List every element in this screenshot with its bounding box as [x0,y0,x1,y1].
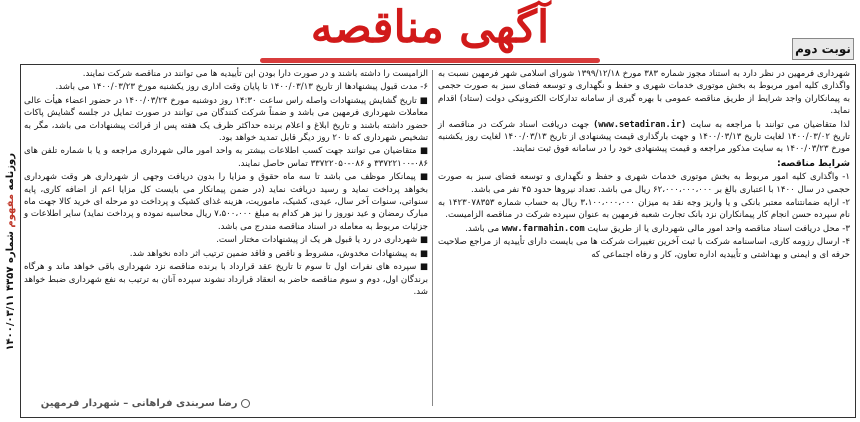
left-column [24,68,428,299]
site-paragraph [438,119,850,156]
conditions-title: شرایط مناقصه: [776,157,850,169]
condition-item-4: ۴- ارسال رزومه کاری، اساسنامه شرکت با ثبت آخرین تغییرات شرکت ها می بایست دارای تأییدیه از مراجع صلاحیت حرفه ای و ایمنی و بهداشتی و تأییدیه اداره تعاون، کار و رفاه اجتماعی که [438,237,850,260]
item3-post: می باشد. [465,223,500,234]
setad-link[interactable]: (www.setadiran.ir) [593,119,687,130]
left-paragraph-5: ■ پیمانکار موظف می باشد تا سه ماه حقوق و مزایا را بدون دریافت وجهی از شهرداری هر وقت شهرداری بخواهد پرداخت نماید و رسید دریافت نماید (در ضمن پیمانکار می بایست کل مزایا اعم از اضافه کاری، پایه سنواتی، سنوات آخر سال، عیدی، کشیک، ماموریت، هزینه غذای کشیک و پرداخت دو مرحله ای خرید کالا جهت ماه مبارک رمضان و عید نوروز را نیز هر کدام به مبلغ ۷،۵۰۰،۰۰۰ ریال محاسبه نموده و پرداخت نماید) سایر اطلاعات و جزئیات مربوط به معامله در اسناد مناقصه مندرج می باشد. [24,172,428,232]
newspaper-side-strip [2,92,18,412]
condition-item-3 [438,223,850,235]
signature-text: رضا سربندی فراهانی – شهردار فرمهین [40,398,238,409]
left-paragraph-7: ■ به پیشنهادات مخدوش، مشروط و ناقص و فاقد ضمین ترتیب اثر داده نخواهد شد. [129,248,428,259]
condition-item-2: ۲- ارایه ضمانتنامه معتبر بانکی و یا واریز وجه نقد به میزان ۳،۱۰۰،۰۰۰،۰۰۰ ریال به حساب شماره ۱۴۲۳۰۷۸۳۵۳ به نام سپرده حسن انجام کار پیمانکاران نزد بانک تجارت شعبه فرمهین به عنوان سپرده شرکت در مناقصه الزامیست. [438,198,850,221]
condition-item-1: ۱- واگذاری کلیه امور مربوط به بخش موتوری خدمات شهری و حفظ و نگهداری و توسعه فضای سبز به صورت حجمی در سال ۱۴۰۰ با اعتباری بالغ بر ۶۲،۰۰۰،۰۰۰،۰۰۰ ریال می باشد. تعداد نیروها حدود ۴۵ نفر می باشد. [438,172,850,195]
farmahin-link[interactable]: www.farmahin.com [501,223,585,234]
newspaper-name: روزنامه [4,153,16,191]
left-paragraph-2: ۶- مدت قبول پیشنهادها از تاریخ ۱۴۰۰/۰۳/۱۳ تا پایان وقت اداری روز یکشنبه مورخ ۱۴۰۰/۰۳/۲۳ می باشد. [55,82,428,93]
left-paragraph-4: ■ متقاضیان می توانند جهت کسب اطلاعات بیشتر به واحد امور مالی شهرداری مراجعه و یا با شماره تلفن های ۰۸۶-۳۳۷۲۲۱۰۰ و ۰۸۶-۳۳۷۲۲۰۵۰ تماس حاصل نمایند. [24,146,428,169]
intro-paragraph [438,68,850,118]
title-underline [260,58,600,63]
left-paragraph-3: ■ تاریخ گشایش پیشنهادات واصله راس ساعت ۱۴:۳۰ روز دوشنبه مورخ ۱۴۰۰/۰۳/۲۴ در حضور اعضاء هیأت عالی معاملات شهرداری فرمهین می باشد و ضمناً شرکت کنندگان می توانند در صورت تمایل در جلسه گشایش پاکات حضور داشته باشند و تاریخ ابلاغ و اعلام برنده حداکثر ظرف یک هفته پس از قرائت پیشنهادات می باشد، مگر به تشخیص شهرداری که تا ۲۰ روز دیگر قابل تمدید خواهد بود. [24,95,428,144]
intro-text: شهرداری فرمهین در نظر دارد به استناد مجوز شماره ۳۸۳ مورخ ۱۳۹۹/۱۲/۱۸ شورای اسلامی شهر فرمهین نسبت به واگذاری کلیه امور مربوط به بخش موتوری خدمات شهری و حفظ و نگهداری و توسعه فضای سبز به صورت حجمی به پیمانکاران واجد شرایط از طریق مناقصه عمومی با بهره گیری از سامانه تدارکات الکترونیکی دولت (ستاد) اقدام نماید. [438,69,850,117]
site-line-pre: لذا متقاضیان می توانند با مراجعه به سایت [690,119,851,130]
left-paragraph-6: ■ شهرداری در رد یا قبول هر یک از پیشنهادات مختار است. [216,235,428,246]
left-paragraph-1: الزامیست را داشته باشند و در صورت دارا بودن این تأییدیه ها می توانند در مناقصه شرکت نمایند. [82,69,428,79]
issue-number: شماره ۴۳۵۷ [4,231,16,292]
item3-pre: ۳- محل دریافت اسناد مناقصه واحد امور مالی شهرداری یا از طریق سایت [587,223,850,234]
newspaper-issue-info [5,153,16,351]
site-line-post: جهت دریافت اسناد شرکت در مناقصه از تاریخ ۱۴۰۰/۰۳/۰۲ لغایت تاریخ ۱۴۰۰/۰۳/۱۳ و جهت بارگذاری قیمت پیشنهادی از تاریخ ۱۴۰۰/۰۳/۱۳ لغایت روز یکشنبه مورخ ۱۴۰۰/۰۳/۲۳ به سایت مذکور مراجعه و قیمت پیشنهادی خود را در سامانه فوق ثبت نمایند. [438,119,850,155]
left-paragraph-8: ■ سپرده های نفرات اول تا سوم تا تاریخ عقد قرارداد با برنده مناقصه نزد شهرداری باقی خواهد ماند و هرگاه برندگان اول، دوم و سوم مناقصه حاضر به انعقاد قرارداد نشوند سپرده آنان به ترتیب به نفع شهرداری ضبط خواهد شد. [24,262,428,297]
newspaper-brand: مفهوم [4,194,16,228]
column-divider [432,70,433,406]
edition-badge: نوبت دوم [792,38,854,60]
right-column [438,68,850,262]
circle-icon [241,399,250,408]
signature-footer [24,398,254,416]
issue-date: ۱۴۰۰/۰۳/۱۱ [4,294,16,351]
page-title: آگهی مناقصه [310,2,550,53]
